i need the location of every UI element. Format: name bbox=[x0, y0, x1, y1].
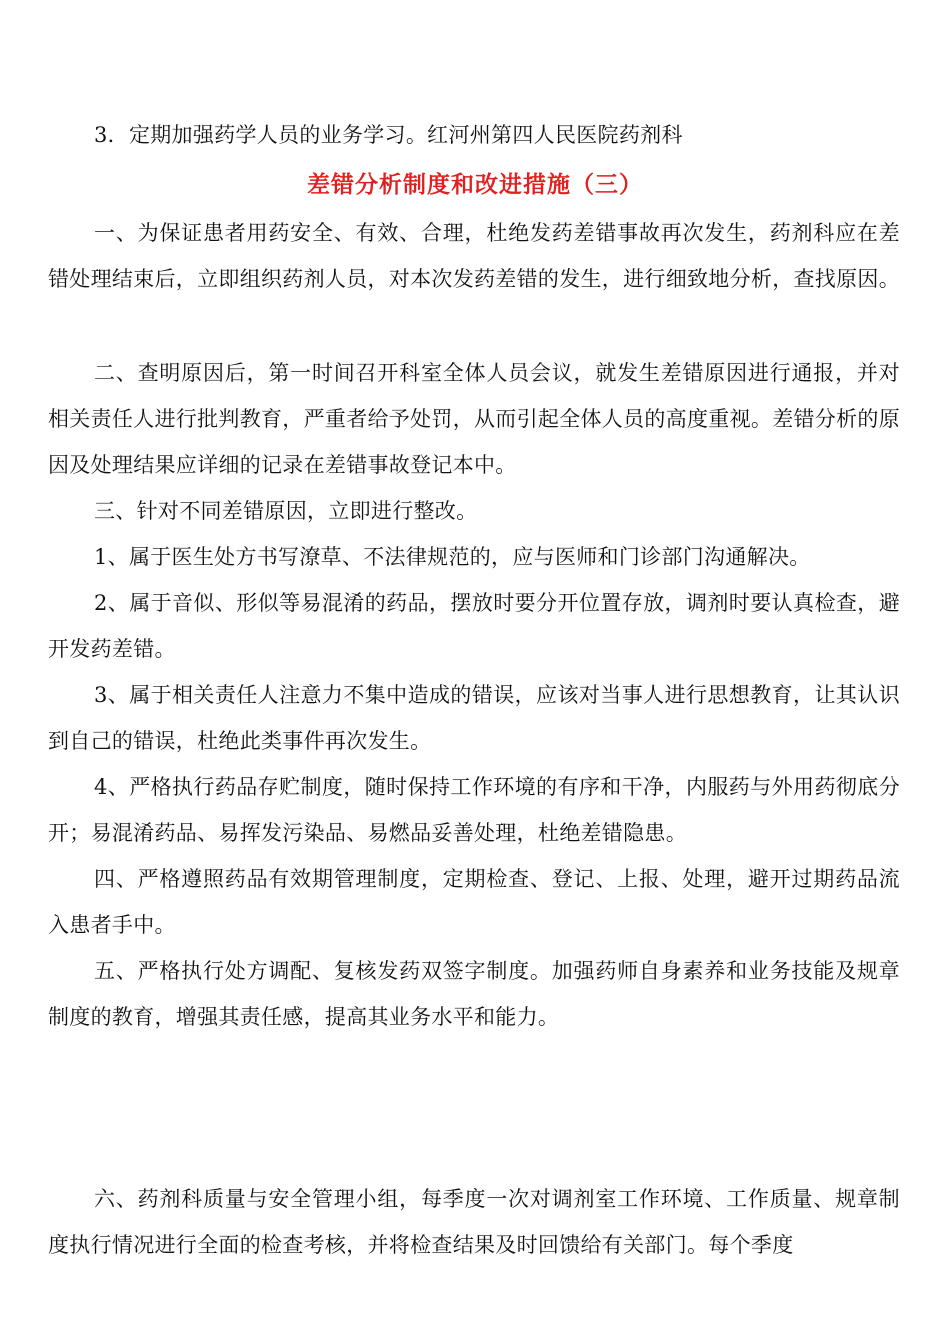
paragraph-3: 三、针对不同差错原因，立即进行整改。 bbox=[94, 499, 478, 523]
document-title: 差错分析制度和改进措施（三） bbox=[307, 171, 643, 198]
paragraph-1: 一、为保证患者用药安全、有效、合理，杜绝发药差错事故再次发生，药剂科应在差错处理结束后，立即组织药剂人员，对本次发药差错的发生，进行细致地分析，查找原因。 bbox=[48, 221, 900, 291]
paragraph-6: 3、属于相关责任人注意力不集中造成的错误，应该对当事人进行思想教育，让其认识到自己的错误，杜绝此类事件再次发生。 bbox=[48, 683, 900, 753]
intro-line: 3．定期加强药学人员的业务学习。红河州第四人民医院药剂科 bbox=[94, 123, 683, 147]
paragraph-8: 四、严格遵照药品有效期管理制度，定期检查、登记、上报、处理，避开过期药品流入患者手中。 bbox=[48, 867, 900, 937]
paragraph-2: 二、查明原因后，第一时间召开科室全体人员会议，就发生差错原因进行通报，并对相关责任人进行批判教育，严重者给予处罚，从而引起全体人员的高度重视。差错分析的原因及处理结果应详细的记录在差错事故登记本中。 bbox=[48, 361, 900, 477]
paragraph-4: 1、属于医生处方书写潦草、不法律规范的，应与医师和门诊部门沟通解决。 bbox=[94, 545, 811, 569]
paragraph-10: 六、药剂科质量与安全管理小组，每季度一次对调剂室工作环境、工作质量、规章制度执行情况进行全面的检查考核，并将检查结果及时回馈给有关部门。每个季度 bbox=[48, 1187, 900, 1257]
paragraph-9: 五、严格执行处方调配、复核发药双签字制度。加强药师自身素养和业务技能及规章制度的教育，增强其责任感，提高其业务水平和能力。 bbox=[48, 959, 900, 1029]
paragraph-5: 2、属于音似、形似等易混淆的药品，摆放时要分开位置存放，调剂时要认真检查，避开发药差错。 bbox=[48, 591, 900, 661]
paragraph-7: 4、严格执行药品存贮制度，随时保持工作环境的有序和干净，内服药与外用药彻底分开；易混淆药品、易挥发污染品、易燃品妥善处理，杜绝差错隐患。 bbox=[48, 775, 900, 845]
